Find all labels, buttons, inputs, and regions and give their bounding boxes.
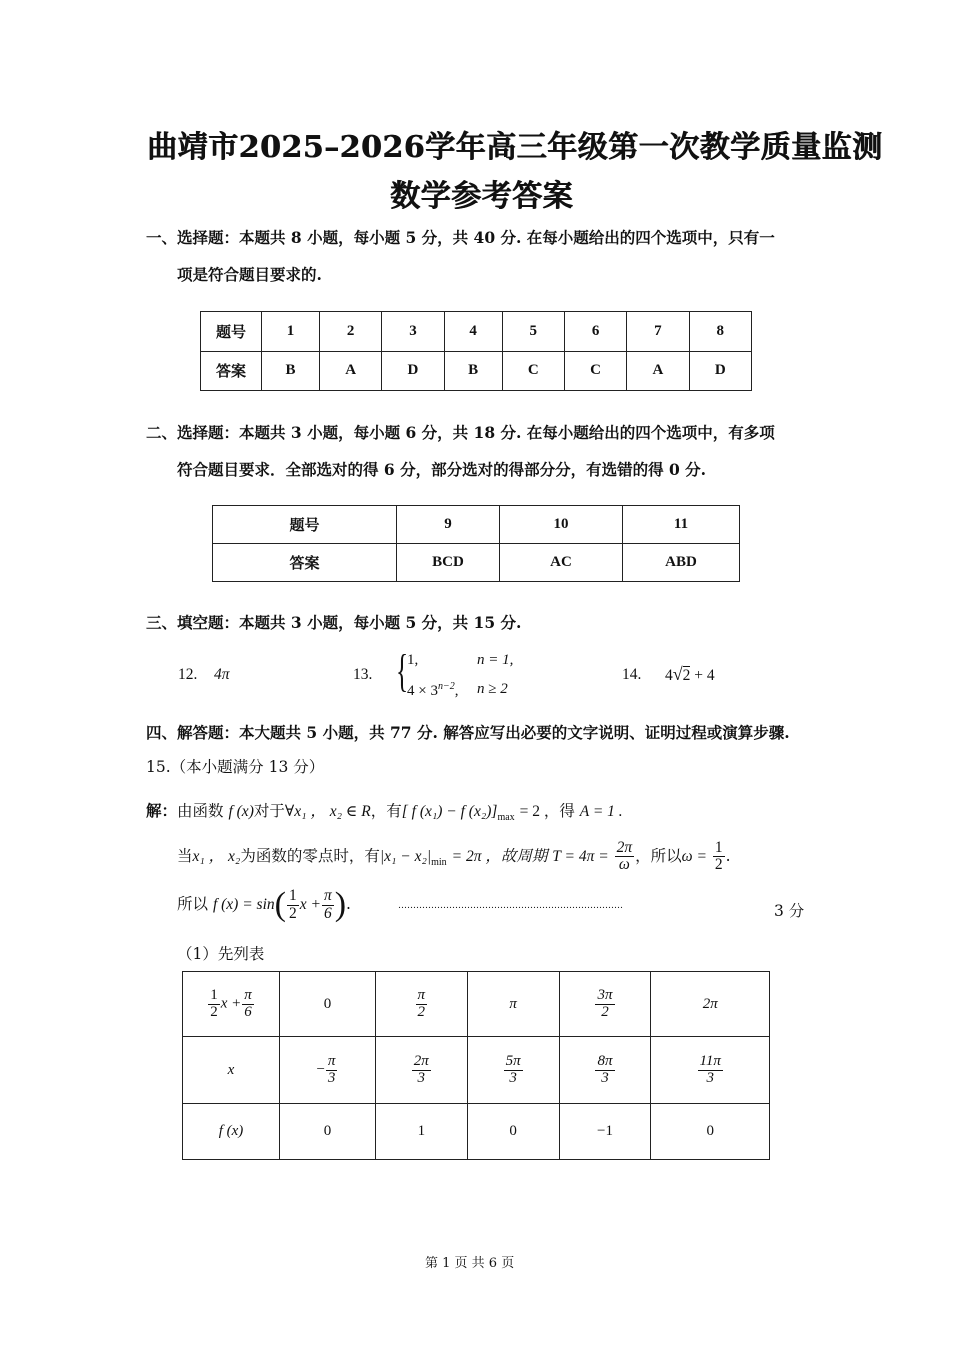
table-row [201, 351, 752, 391]
fraction-denominator: 2 [210, 1003, 218, 1020]
fraction [698, 1054, 723, 1087]
sqrt-icon: √ [672, 664, 683, 684]
table-cell: AC [500, 544, 623, 582]
table-cell: 2 [319, 312, 381, 352]
fraction-denominator: 3 [509, 1069, 517, 1086]
q14-number: 14. [622, 666, 642, 683]
table-cell: f (x) [183, 1103, 280, 1159]
fraction [416, 988, 428, 1021]
function-value-table [182, 971, 770, 1160]
page-footer: 第 1 页 共 6 页 [425, 1256, 515, 1271]
table-cell: ABD [623, 544, 740, 582]
solution-line-3: 所以 f (x) = sin( $\frac{1}{2}$ x + $\frac{\pi}{6}$ ). [177, 886, 351, 923]
table-cell [183, 972, 280, 1037]
fraction [242, 988, 254, 1021]
table-cell [467, 1037, 559, 1103]
table-cell: x [183, 1037, 280, 1103]
sol-text: 由函数 [177, 802, 224, 820]
page-title: 曲靖市2025–2026学年高三年级第一次教学质量监测 [147, 130, 883, 165]
table-cell: 8 [689, 312, 751, 352]
fraction-denominator: 2 [714, 856, 723, 874]
table-row [183, 972, 770, 1037]
fraction-numerator: 1 [288, 887, 297, 905]
table-cell [559, 1037, 651, 1103]
q13-case2-base: 4 × 3 [407, 683, 438, 699]
table-cell: BCD [397, 544, 500, 582]
solution-line-1 [146, 799, 623, 823]
q13-case1-cond: n = 1, [477, 652, 514, 668]
q14-answer-suffix: + 4 [694, 667, 715, 684]
sol-math: A = 1 . [579, 803, 623, 820]
solution-label: 解： [146, 801, 178, 820]
q13-case2-cond: n ≥ 2 [477, 681, 508, 697]
fraction [322, 888, 334, 922]
q13-brace: { [396, 645, 409, 696]
mc-answer-table [200, 311, 752, 391]
table-cell [559, 972, 651, 1037]
sol-subscript: max [497, 812, 515, 824]
sol-math: ∀x₁ ， x₂ ∈ R [284, 803, 371, 820]
table-cell: 4 [444, 312, 502, 352]
table-row [213, 544, 740, 582]
fraction-denominator: 3 [327, 1069, 336, 1086]
fraction [713, 840, 725, 874]
table-cell: 0 [467, 1103, 559, 1159]
sol-subscript: min [431, 856, 447, 868]
fraction-numerator: π [327, 1052, 336, 1069]
q13-case2-value: $4 \times 3^{n-2}$, [407, 681, 459, 699]
table-cell: π [467, 972, 559, 1037]
fraction-denominator: 3 [706, 1069, 714, 1086]
table-cell: 答案 [201, 351, 262, 391]
q13-case2-exponent: n−2 [437, 681, 455, 692]
table-cell: 11 [623, 506, 740, 544]
table-cell: 6 [564, 312, 626, 352]
q13-number: 13. [353, 666, 373, 683]
fraction-numerator: π [244, 986, 252, 1003]
table-cell [375, 1037, 467, 1103]
sol-math: x + [299, 896, 321, 913]
fraction-numerator: 2π [616, 839, 633, 856]
minus-sign: − [316, 1061, 325, 1078]
sol-math: x + [220, 995, 242, 1012]
fraction [615, 840, 635, 874]
sol-math: f (x) [228, 803, 254, 820]
table-cell: B [444, 351, 502, 391]
fraction-numerator: 8π [597, 1052, 613, 1069]
sol-math: f (x) = sin [212, 896, 275, 913]
table-cell: 答案 [213, 544, 397, 582]
fraction-numerator: 3π [597, 986, 613, 1003]
fraction [326, 1054, 338, 1087]
table-cell: B [262, 351, 320, 391]
table-cell: 0 [280, 972, 376, 1037]
sol-text: 为函数的零点时，有 [240, 846, 380, 865]
fraction [504, 1054, 523, 1087]
table-row [201, 312, 752, 352]
q12-number: 12. [178, 666, 198, 683]
table-cell: 2π [651, 972, 770, 1037]
section1-heading-cont: 项是符合题目要求的. [177, 265, 322, 284]
solution-line-2: 当x₁ ， x₂为函数的零点时，有$|x_1 - x_2|_{min} = 2\pi$ ，故周期 T = 4π = $\frac{2\pi}{\omega}$ ，所以ω = $\frac{1}{2}$ . [177, 839, 731, 874]
table-cell: 3 [382, 312, 444, 352]
fraction [287, 888, 299, 922]
sol-math: |x₁ − x₂| [379, 847, 432, 865]
sol-math: [ f (x₁) − f (x₂)] [401, 803, 498, 820]
table-cell: 10 [500, 506, 623, 544]
section2-heading-cont: 符合题目要求．全部选对的得 6 分，部分选对的得部分分，有选错的得 0 分. [177, 460, 707, 479]
table-cell: −1 [559, 1103, 651, 1159]
table-cell: C [564, 351, 626, 391]
fraction-denominator: 6 [244, 1003, 252, 1020]
fraction-numerator: 5π [505, 1052, 521, 1069]
q14-answer-radicand: 2 [682, 667, 691, 684]
table-cell [651, 1037, 770, 1103]
sol-text: 对于 [253, 802, 285, 820]
left-paren-icon: ( [274, 886, 286, 923]
table-cell: C [502, 351, 564, 391]
fraction [412, 1054, 431, 1087]
section3-heading: 三、填空题：本题共 3 小题，每小题 5 分，共 15 分. [146, 613, 522, 632]
fraction-numerator: 1 [714, 839, 723, 856]
table-cell: 题号 [213, 506, 397, 544]
q14-answer-coef: 4 [665, 667, 673, 684]
section1-heading: 一、选择题：本题共 8 小题，每小题 5 分，共 40 分. 在每小题给出的四个选项中，只有一 [146, 228, 775, 247]
q12-answer: 4π [214, 666, 230, 683]
table-cell [280, 1037, 376, 1103]
fraction-numerator: π [323, 887, 332, 905]
fraction-denominator: 3 [601, 1069, 609, 1086]
fraction-numerator: 11π [699, 1052, 721, 1069]
sol-text: ，有 [370, 802, 402, 820]
q13-case1-value: 1, [407, 652, 419, 668]
sol-math: ω = [681, 847, 707, 865]
page-subtitle: 数学参考答案 [390, 179, 573, 214]
table-cell: 7 [627, 312, 689, 352]
fraction-numerator: 1 [210, 986, 218, 1003]
table-cell: 5 [502, 312, 564, 352]
table-cell [375, 972, 467, 1037]
fraction [595, 1054, 614, 1087]
q15-title: 15.（本小题满分 13 分） [146, 758, 325, 776]
table-cell: 1 [262, 312, 320, 352]
sol-math: x₁ ， x₂ [192, 847, 241, 865]
table-cell: 1 [375, 1103, 467, 1159]
sol-math: = 2π ，故周期 [451, 847, 548, 865]
section2-heading: 二、选择题：本题共 3 小题，每小题 6 分，共 18 分. 在每小题给出的四个选项中，有多项 [146, 423, 775, 442]
fraction-numerator: π [417, 986, 426, 1003]
table-row [183, 1103, 770, 1159]
fraction [208, 988, 220, 1021]
fraction-denominator: 2 [417, 1003, 426, 1020]
table-cell: A [319, 351, 381, 391]
table-cell: 0 [651, 1103, 770, 1159]
multi-answer-table [212, 505, 740, 582]
table-cell: 9 [397, 506, 500, 544]
table-row [213, 506, 740, 544]
table-cell: D [689, 351, 751, 391]
part1-label: （1）先列表 [177, 945, 265, 963]
sol-text: 所以 [177, 895, 209, 913]
fraction-denominator: 2 [288, 904, 297, 922]
table-cell: 题号 [201, 312, 262, 352]
fraction-numerator: 2π [413, 1052, 429, 1069]
sol-math: = 2 ，得 [519, 803, 575, 820]
fraction-denominator: 6 [323, 904, 332, 922]
table-cell: 0 [280, 1103, 376, 1159]
table-row [183, 1037, 770, 1103]
table-cell: D [382, 351, 444, 391]
q14-answer [665, 664, 715, 685]
fraction-denominator: 3 [417, 1069, 426, 1086]
score-leader-dots: ………………………………………………………………… [398, 901, 623, 911]
right-paren-icon: ) [334, 886, 347, 923]
sol-text: ，所以 [635, 846, 682, 865]
sol-text: 当 [177, 846, 193, 865]
table-cell: A [627, 351, 689, 391]
sol-math: T = 4π = [552, 847, 609, 865]
fraction-denominator: ω [618, 856, 630, 874]
fraction [595, 988, 614, 1021]
fraction-denominator: 2 [601, 1003, 609, 1020]
section4-heading: 四、解答题：本大题共 5 小题，共 77 分. 解答应写出必要的文字说明、证明过程或演算步骤. [146, 723, 790, 742]
score-label: 3 分 [774, 902, 805, 920]
